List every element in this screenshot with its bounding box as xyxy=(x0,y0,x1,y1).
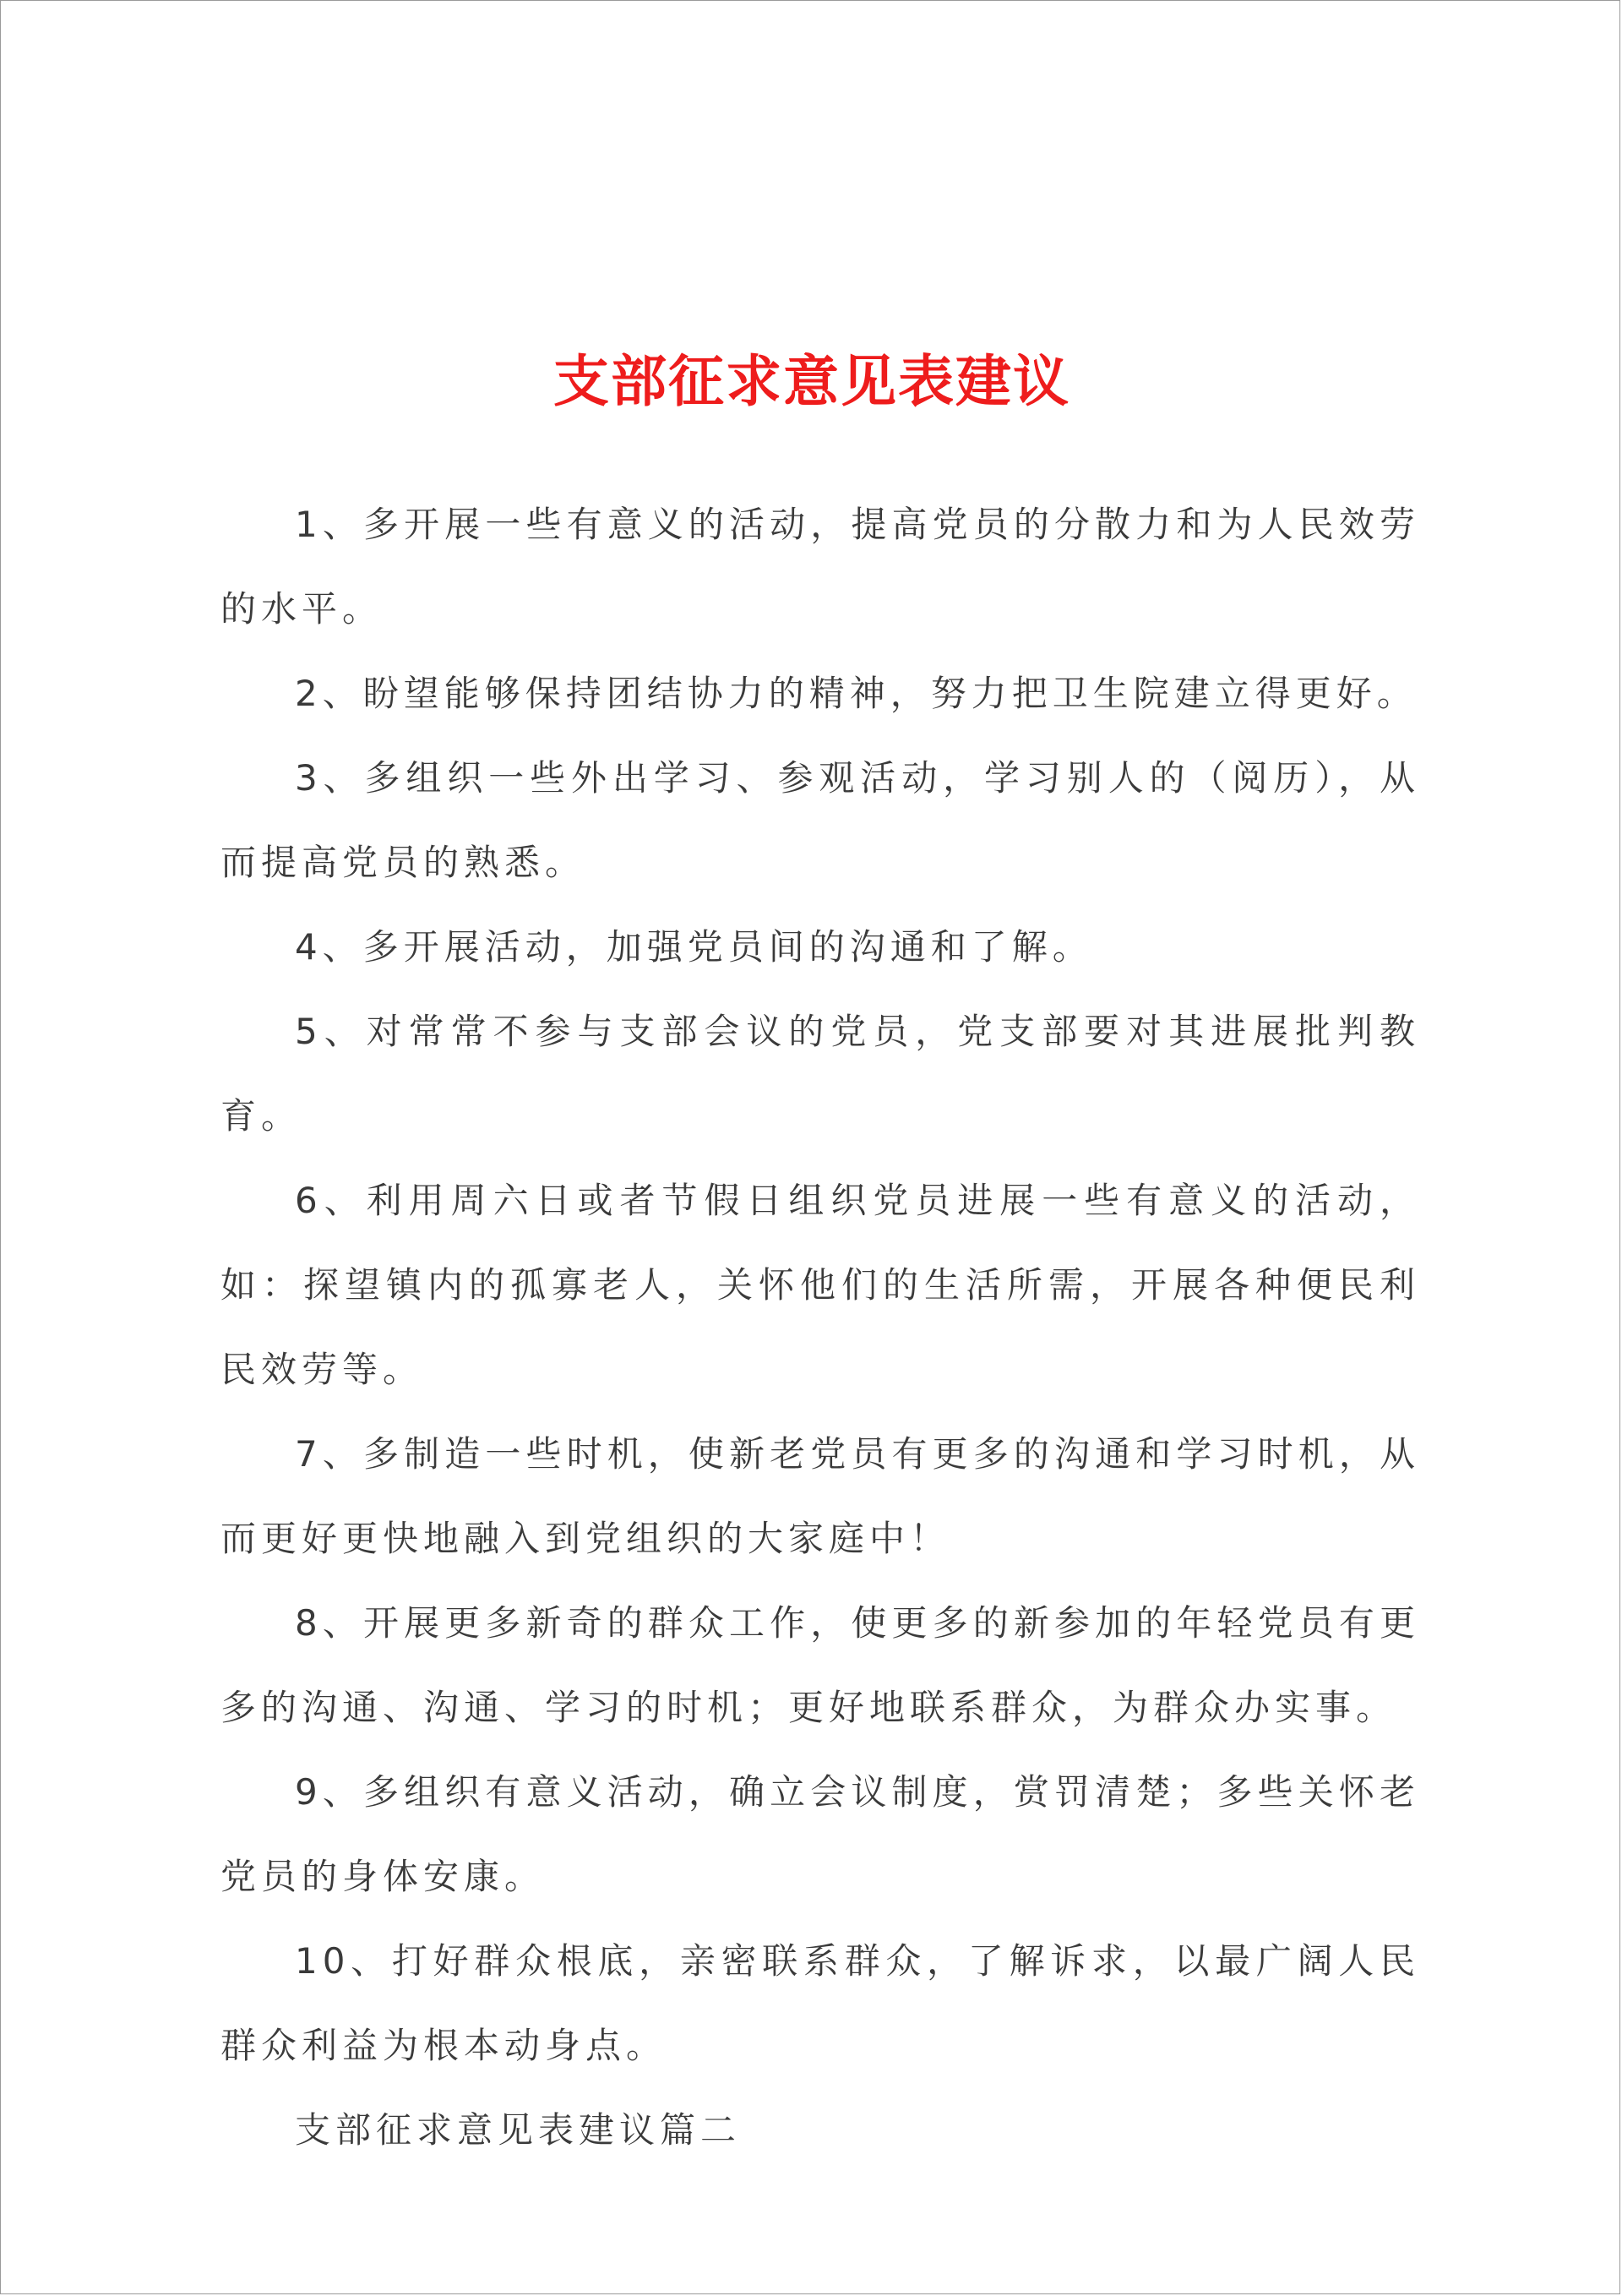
paragraph-4: 4、多开展活动，加强党员间的沟通和了解。 xyxy=(295,926,1093,968)
paragraph-2: 2、盼望能够保持团结协力的精神，努力把卫生院建立得更好。 xyxy=(295,673,1418,714)
paragraph-3: 3、多组织一些外出学习、参观活动，学习别人的（阅历），从而提高党员的熟悉。 xyxy=(220,757,1420,883)
paragraph-6: 6、利用周六日或者节假日组织党员进展一些有意义的活动，如：探望镇内的孤寡老人，关怀他们的生活所需，开展各种便民利民效劳等。 xyxy=(220,1180,1420,1390)
paragraph-9: 9、多组织有意义活动，确立会议制度，赏罚清楚；多些关怀老党员的身体安康。 xyxy=(220,1771,1420,1897)
paragraph-1: 1、多开展一些有意义的活动，提高党员的分散力和为人民效劳的水平。 xyxy=(220,504,1420,630)
paragraph-5: 5、对常常不参与支部会议的党员，党支部要对其进展批判教育。 xyxy=(220,1011,1420,1137)
paragraph-10: 10、打好群众根底，亲密联系群众，了解诉求，以最广阔人民群众利益为根本动身点。 xyxy=(220,1940,1420,2066)
paragraph-8: 8、开展更多新奇的群众工作，使更多的新参加的年轻党员有更多的沟通、沟通、学习的时机；更好地联系群众，为群众办实事。 xyxy=(220,1602,1420,1728)
paragraph-7: 7、多制造一些时机，使新老党员有更多的沟通和学习时机，从而更好更快地融入到党组织的大家庭中！ xyxy=(220,1433,1420,1559)
page-title: 支部征求意见表建议 xyxy=(553,348,1070,414)
section-heading-part-two: 支部征求意见表建议篇二 xyxy=(295,2109,742,2151)
document-body xyxy=(220,483,1420,2173)
